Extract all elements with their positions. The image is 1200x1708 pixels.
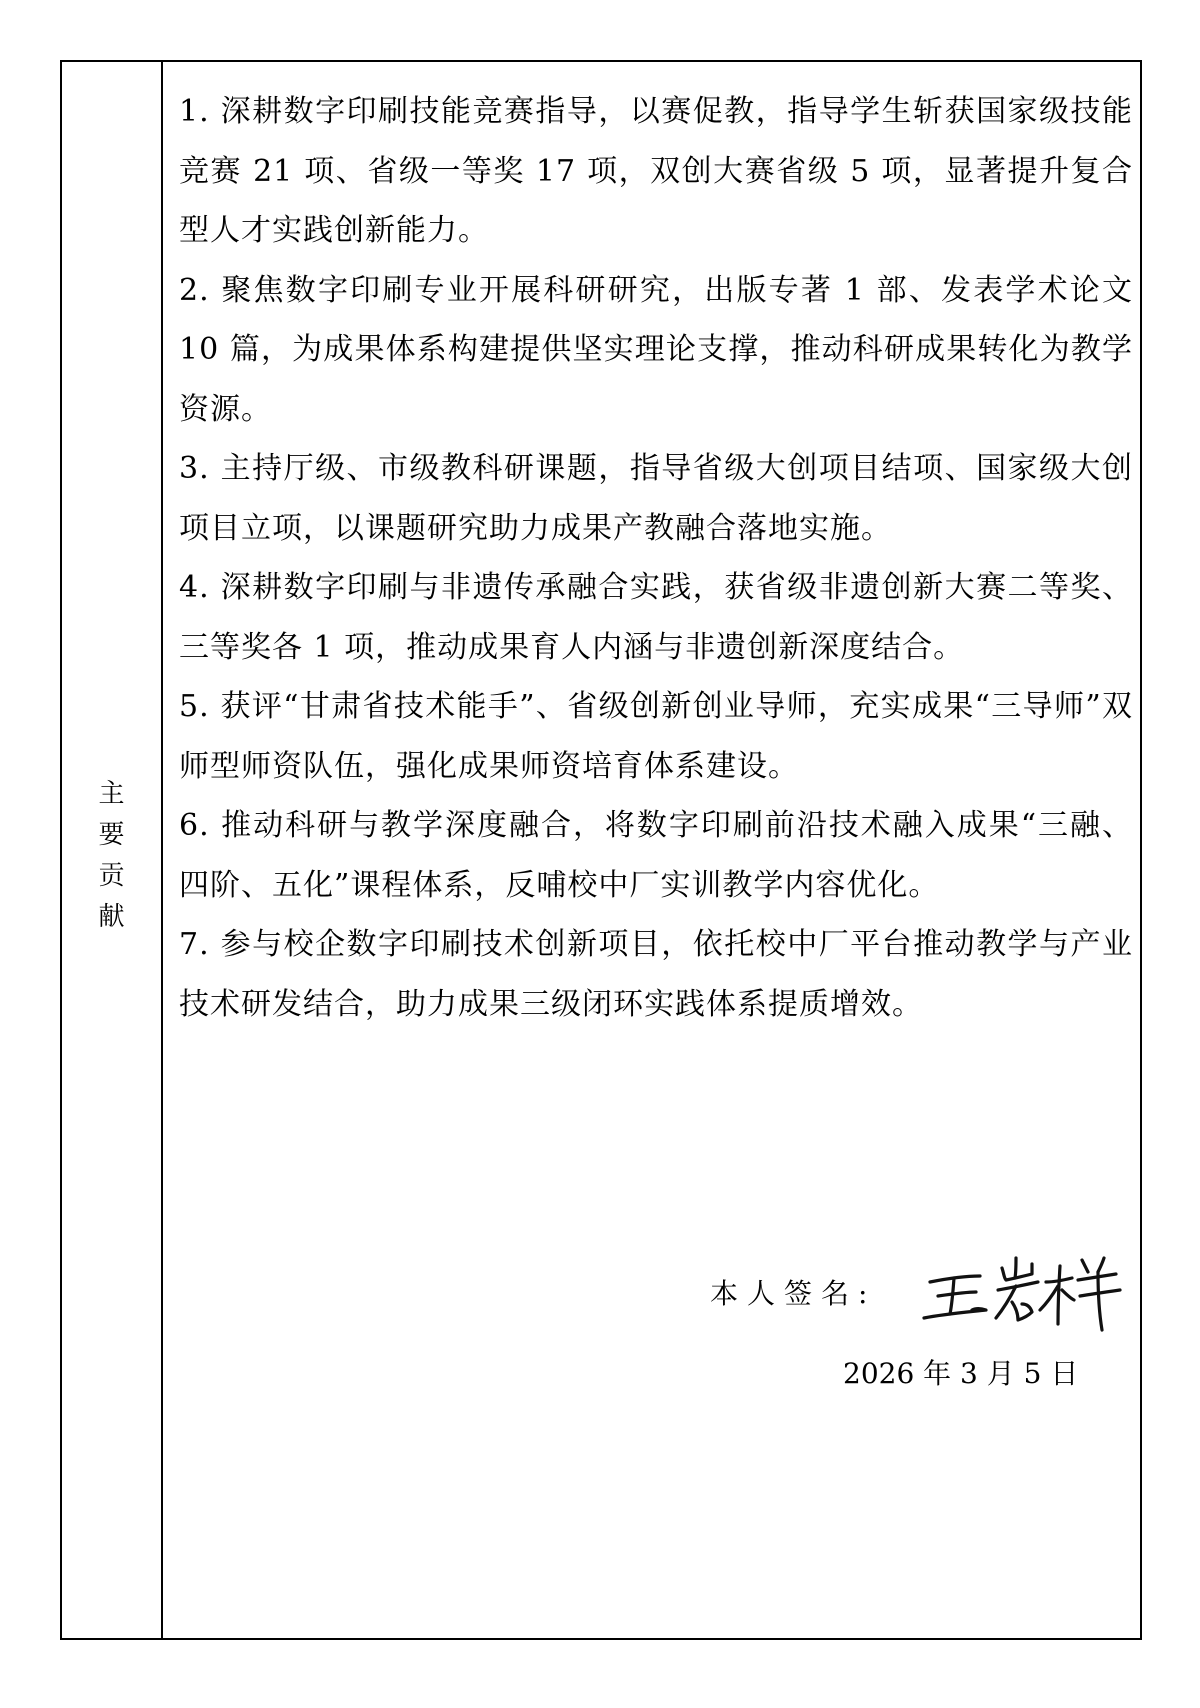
- contribution-item: 5. 获评“甘肃省技术能手”、省级创新创业导师，充实成果“三导师”双师型师资队伍，强化成果师资培育体系建设。: [179, 689, 1133, 784]
- section-label-char: 献: [98, 902, 125, 932]
- section-label-char: 贡: [98, 861, 125, 891]
- contribution-item: 2. 聚焦数字印刷专业开展科研研究，出版专著 1 部、发表学术论文 10 篇，为成果体系构建提供坚实理论支撑，推动科研成果转化为教学资源。: [179, 272, 1133, 427]
- contribution-item: 7. 参与校企数字印刷技术创新项目，依托校中厂平台推动教学与产业技术研发结合，助力成果三级闭环实践体系提质增效。: [179, 927, 1133, 1022]
- section-label-char: 要: [98, 820, 125, 850]
- section-label-cell: [62, 62, 163, 1638]
- signature-date: 2026 年 3 月 5 日: [843, 1357, 1079, 1390]
- section-label-char: 主: [98, 779, 125, 809]
- handwritten-signature: [920, 1252, 1130, 1332]
- contribution-form-table: [60, 60, 1142, 1640]
- contribution-item: 4. 深耕数字印刷与非遗传承融合实践，获省级非遗创新大赛二等奖、三等奖各 1 项，推动成果育人内涵与非遗创新深度结合。: [179, 570, 1133, 665]
- contribution-list: [179, 82, 1133, 1034]
- contribution-content-cell: [163, 62, 1140, 1638]
- contribution-item: 6. 推动科研与教学深度融合，将数字印刷前沿技术融入成果“三融、四阶、五化”课程体系，反哺校中厂实训教学内容优化。: [179, 808, 1133, 903]
- contribution-item: 1. 深耕数字印刷技能竞赛指导，以赛促教，指导学生斩获国家级技能竞赛 21 项、省级一等奖 17 项，双创大赛省级 5 项，显著提升复合型人才实践创新能力。: [179, 94, 1133, 248]
- contribution-item: 3. 主持厅级、市级教科研课题，指导省级大创项目结项、国家级大创项目立项，以课题研究助力成果产教融合落地实施。: [179, 451, 1133, 546]
- section-label: [62, 774, 161, 938]
- signature-label: 本人签名:: [710, 1277, 877, 1310]
- signature-row: [710, 1252, 1130, 1332]
